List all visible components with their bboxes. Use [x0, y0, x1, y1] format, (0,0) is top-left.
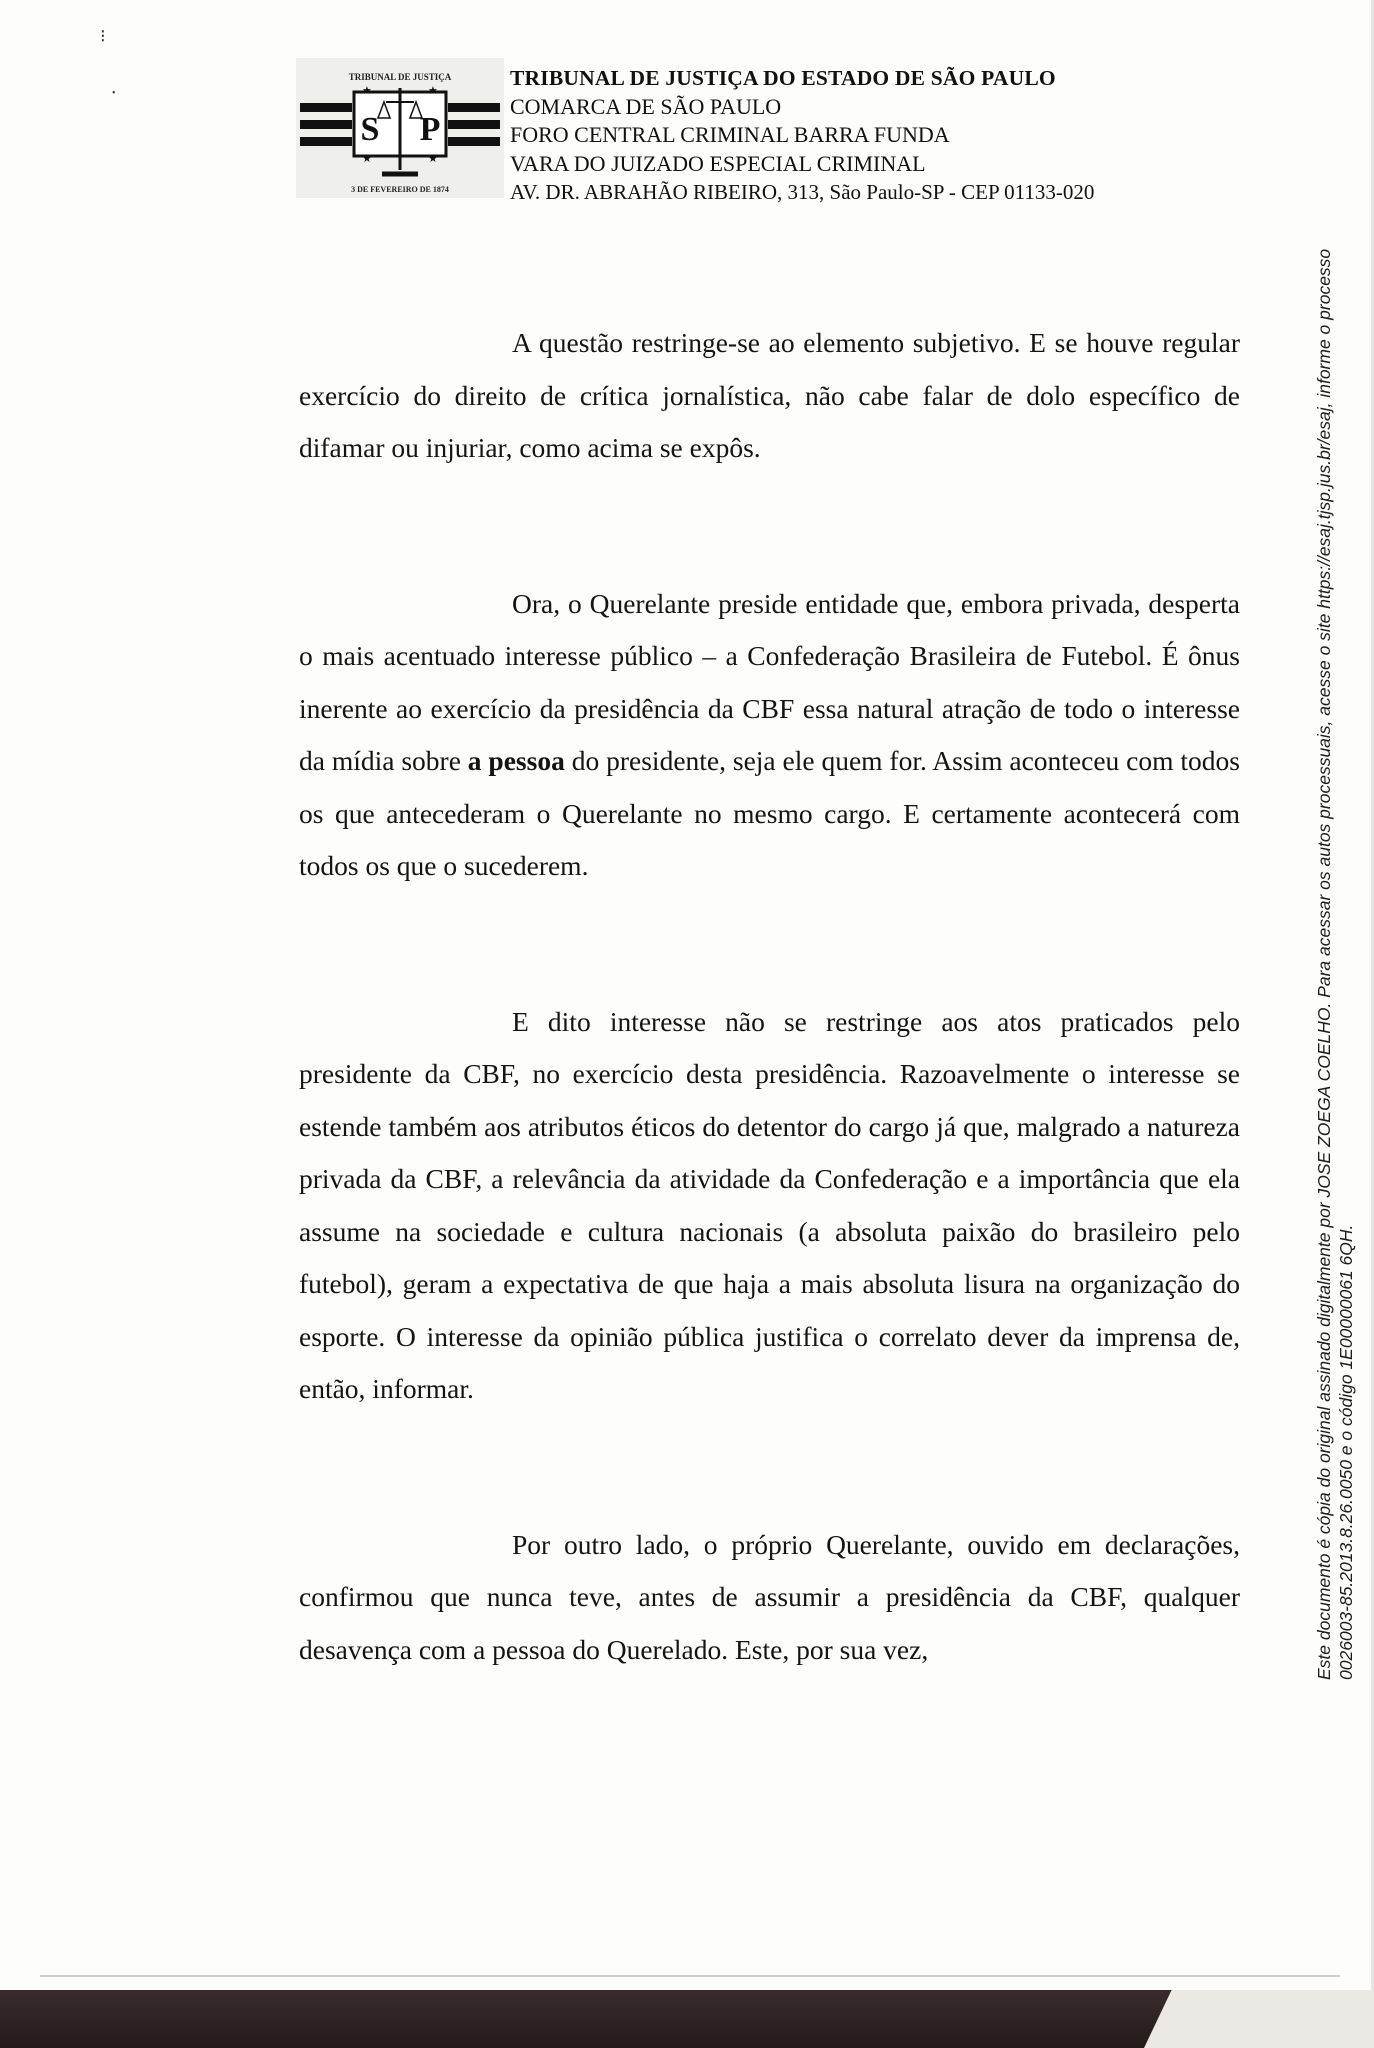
seal-top-text: TRIBUNAL DE JUSTIÇA: [348, 72, 452, 82]
paragraph-3: E dito interesse não se restringe aos atos praticados pelo presidente da CBF, no exercício desta presidência. Razoavelmente o interesse se estende também aos atributos éticos do detentor do cargo já que, malgrado a natureza privada da CBF, a relevância da atividade da Confederação e a importância que ela assume na sociedade e cultura nacionais (a absoluta paixão do brasileiro pelo futebol), geram a expectativa de que haja a mais absoluta lisura na organização do esporte. O interesse da opinião pública justifica o correlato dever da imprensa de, então, informar.: [299, 1005, 1240, 1404]
document-body: [299, 317, 1240, 1676]
paragraph-2-text-b: do presidente, seja ele quem for. Assim aconteceu com todos os que antecederam o Querelante no mesmo cargo. E certamente acontecerá com todos os que o sucederem.: [299, 745, 1241, 881]
court-seal-logo: [296, 58, 504, 198]
scan-speck: ⁝: [100, 26, 106, 46]
scan-speck: •: [112, 88, 116, 99]
address: AV. DR. ABRAHÃO RIBEIRO, 313, São Paulo-SP - CEP 01133-020: [510, 180, 1095, 204]
paragraph-1: A questão restringe-se ao elemento subjetivo. E se houve regular exercício do direito de crítica jornalística, não cabe falar de dolo específico de difamar ou injuriar, como acima se expôs.: [299, 327, 1240, 463]
signature-note-line-2: 0026003-85.2013.8.26.0050 e o código 1E00000061 6QH.: [1336, 1224, 1356, 1680]
vara: VARA DO JUIZADO ESPECIAL CRIMINAL: [510, 150, 926, 176]
court-name: TRIBUNAL DE JUSTIÇA DO ESTADO DE SÃO PAULO: [510, 66, 1056, 90]
seal-bottom-text: 3 DE FEVEREIRO DE 1874: [351, 185, 449, 194]
scanner-background: [0, 1990, 1374, 2048]
comarca: COMARCA DE SÃO PAULO: [510, 93, 782, 119]
page-bottom-edge: [40, 1975, 1340, 1977]
paragraph-2-text-a: Ora, o Querelante preside entidade que, embora privada, desperta o mais acentuado interesse público – a Confederação Brasileira de Futebol. É ônus inerente ao exercício da presidência da CBF essa natural atração de todo o interesse da mídia sobre: [299, 587, 1240, 776]
paper-corner: [1144, 1990, 1374, 2048]
svg-text:★: ★: [428, 153, 438, 165]
svg-text:★: ★: [362, 153, 372, 165]
seal-left-letter: S: [360, 111, 380, 148]
signature-note-line-1: Este documento é cópia do original assinado digitalmente por JOSE ZOEGA COELHO. Para acessar os autos processuais, acesse o site https://esaj.tjsp.jus.br/esaj, informe o processo: [1314, 248, 1334, 1680]
svg-text:★: ★: [362, 85, 372, 97]
document-header: [510, 64, 1094, 207]
foro: FORO CENTRAL CRIMINAL BARRA FUNDA: [510, 122, 950, 147]
paragraph-4: Por outro lado, o próprio Querelante, ouvido em declarações, confirmou que nunca teve, antes de assumir a presidência da CBF, qualquer desavença com a pessoa do Querelado. Este, por sua vez,: [299, 1528, 1240, 1665]
digital-signature-note: [1313, 240, 1357, 1680]
seal-right-letter: P: [419, 111, 441, 148]
svg-text:★: ★: [428, 85, 438, 97]
paragraph-2: [299, 578, 1240, 893]
paragraph-2-bold: a pessoa: [467, 745, 565, 776]
